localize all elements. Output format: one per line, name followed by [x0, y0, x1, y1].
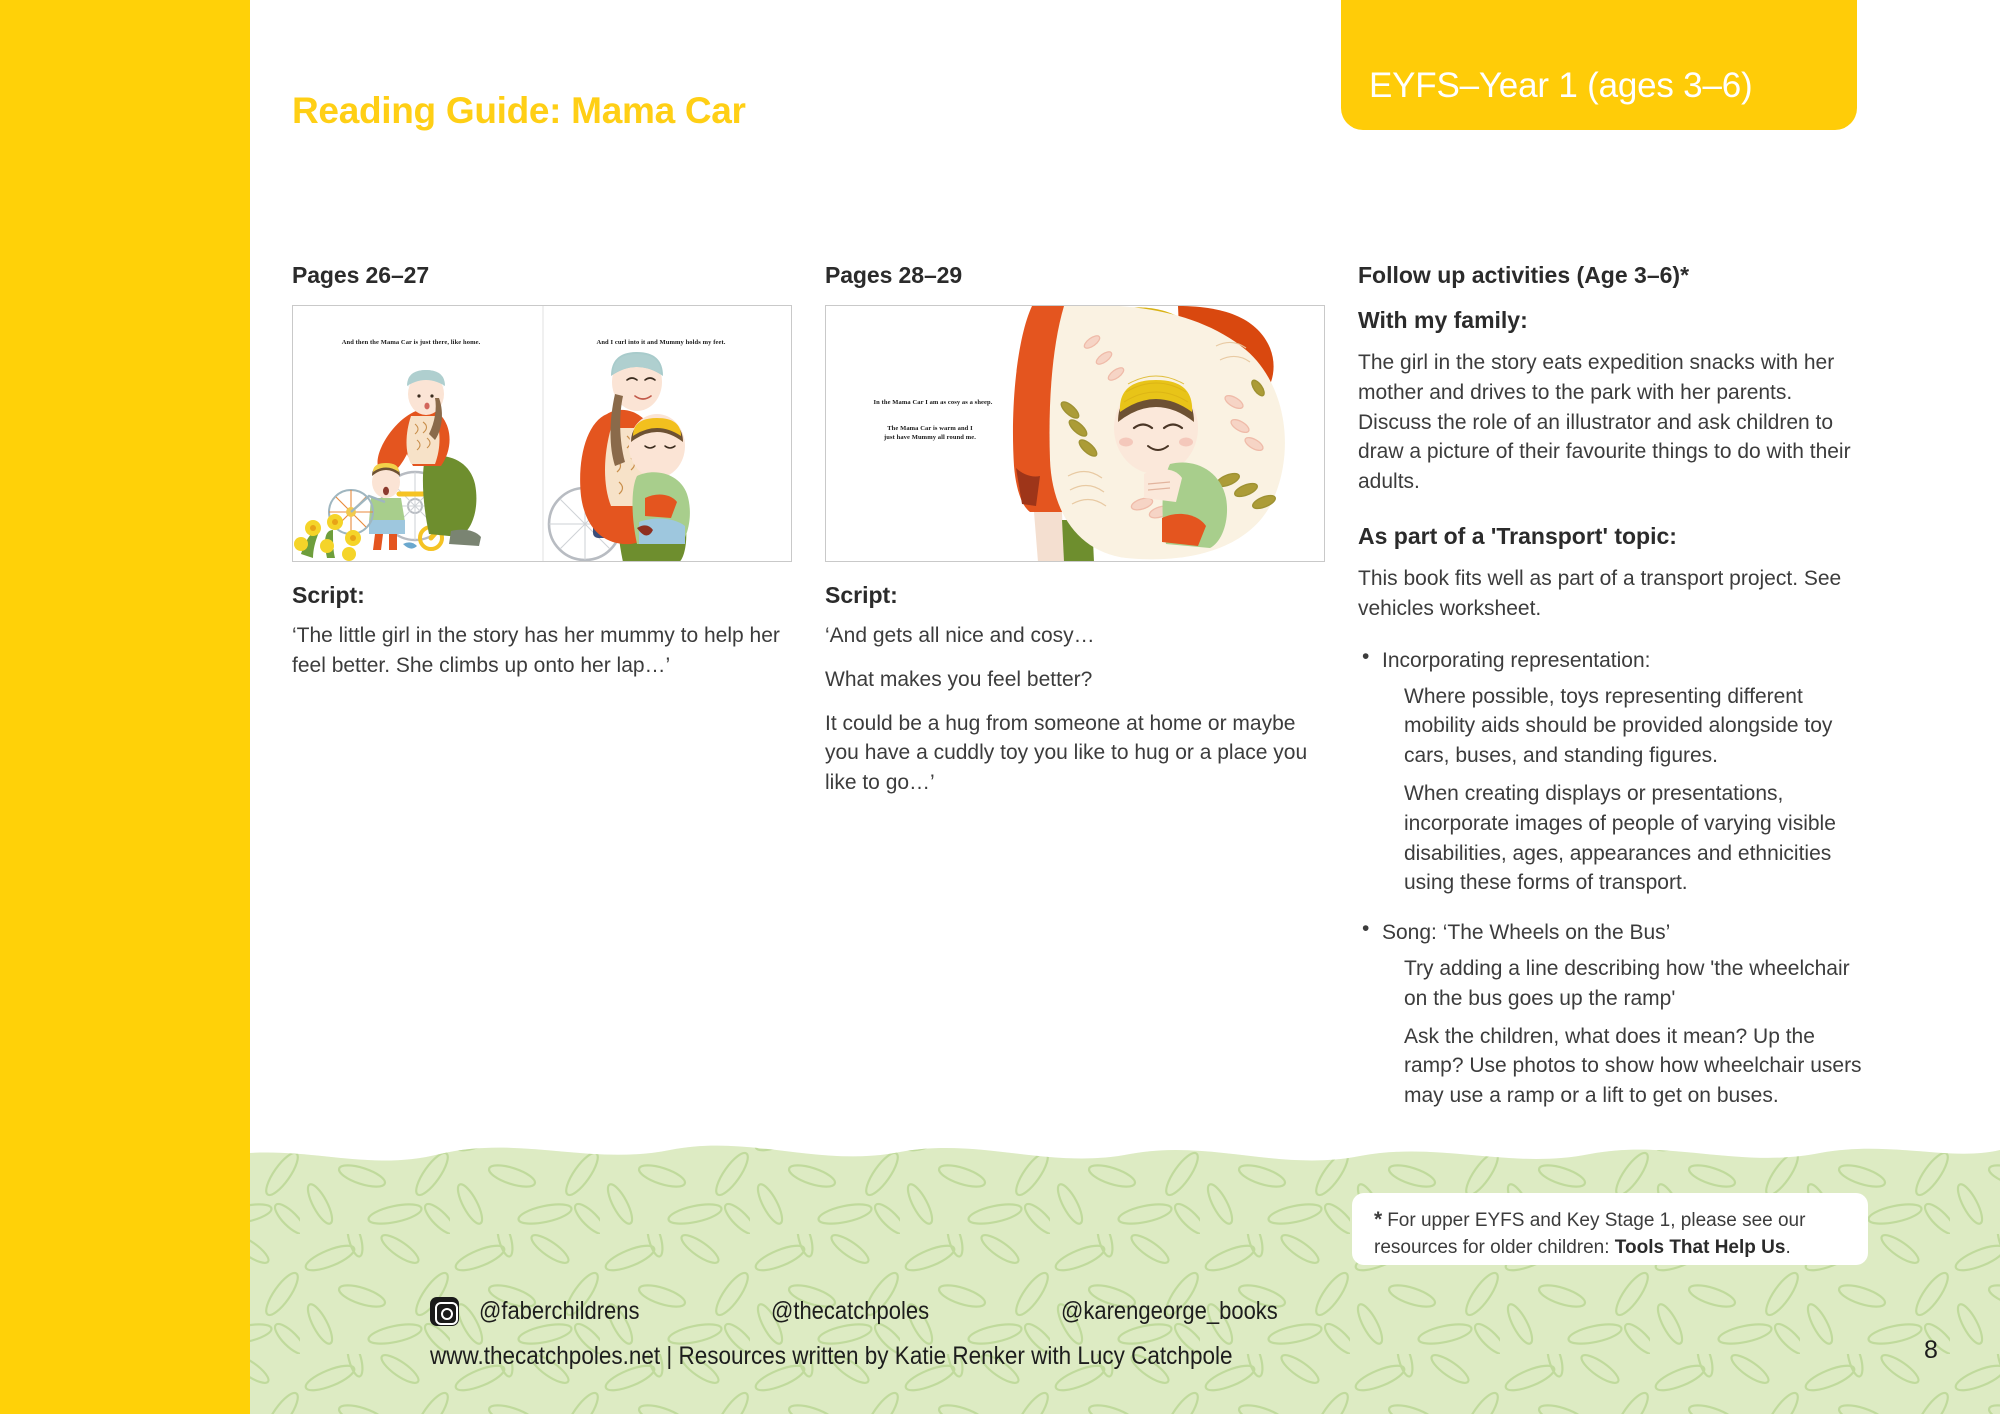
bullet-title: • Song: ‘The Wheels on the Bus’	[1382, 921, 1671, 945]
follow-up-heading: Follow up activities (Age 3–6)*	[1358, 262, 1690, 288]
spread-caption-left: And then the Mama Car is just there, like home.	[341, 339, 481, 346]
spread-caption-right: The Mama Car is warm and I just have Mummy all round me.	[884, 425, 976, 442]
script-paragraph: It could be a hug from someone at home or maybe you have a cuddly toy you like to hug or a place you like to go…’	[825, 711, 1308, 795]
footer-credit-line: www.thecatchpoles.net | Resources written by Katie Renker with Lucy Catchpole	[430, 1342, 1233, 1370]
spread-caption-left: In the Mama Car I am as cosy as a sheep.	[873, 399, 993, 406]
page-number: 8	[1924, 1336, 1938, 1364]
bullet-detail: Try adding a line describing how 'the wheelchair on the bus goes up the ramp'	[1404, 957, 1850, 1010]
script-paragraph: What makes you feel better?	[825, 667, 1093, 691]
script-label-middle: Script:	[825, 582, 898, 608]
column-follow-up-activities	[1358, 262, 1863, 1131]
page-title: Reading Guide: Mama Car	[292, 90, 746, 131]
left-accent-bar	[0, 0, 250, 1414]
with-my-family-text: The girl in the story eats expedition snacks with her mother and drives to the park with her parents. Discuss the role of an illustrator and ask children to draw a picture of their favourite things to do with their adults.	[1358, 351, 1851, 494]
handle-karengeorge-books[interactable]: @karengeorge_books	[1061, 1297, 1278, 1325]
column-pages-28-29	[825, 262, 1325, 798]
book-spread-image-middle	[825, 305, 1325, 562]
script-paragraph: ‘The little girl in the story has her mummy to help her feel better. She climbs up onto her lap…’	[292, 624, 780, 677]
list-item	[1358, 646, 1863, 899]
instagram-icon[interactable]	[430, 1297, 459, 1326]
with-my-family-heading: With my family:	[1358, 307, 1528, 333]
script-label-left: Script:	[292, 582, 365, 608]
pages-label-left: Pages 26–27	[292, 262, 430, 288]
age-range-badge	[1341, 0, 1857, 130]
book-spread-image-left	[292, 305, 792, 562]
footer-social-row	[430, 1297, 1307, 1326]
bullet-detail: Ask the children, what does it mean? Up the ramp? Use photos to show how wheelchair users may use a ramp or a lift to get on buses.	[1404, 1024, 1862, 1108]
transport-topic-heading: As part of a 'Transport' topic:	[1358, 523, 1677, 550]
transport-bullet-list	[1358, 646, 1863, 1111]
script-paragraph: ‘And gets all nice and cosy…	[825, 624, 1095, 647]
column-pages-26-27	[292, 262, 792, 681]
transport-topic-text: This book fits well as part of a transport project. See vehicles worksheet.	[1358, 567, 1842, 620]
age-range-label: EYFS–Year 1 (ages 3–6)	[1369, 66, 1753, 105]
footnote-asterisk: *	[1374, 1208, 1383, 1231]
footnote-card	[1352, 1193, 1868, 1265]
handle-thecatchpoles[interactable]: @thecatchpoles	[771, 1297, 930, 1325]
bullet-title: • Incorporating representation:	[1382, 648, 1651, 672]
footnote-body: For upper EYFS and Key Stage 1, please see our resources for older children:	[1374, 1210, 1806, 1258]
spread-caption-right: And I curl into it and Mummy holds my feet.	[596, 339, 726, 346]
pages-label-middle: Pages 28–29	[825, 262, 963, 288]
handle-faberchildrens[interactable]: @faberchildrens	[479, 1297, 640, 1325]
list-item	[1358, 918, 1863, 1111]
footnote-period: .	[1785, 1236, 1791, 1258]
bullet-detail: When creating displays or presentations, incorporate images of people of varying visible disabilities, ages, appearances and ethnicities using these forms of transport.	[1404, 781, 1836, 895]
bullet-detail: Where possible, toys representing different mobility aids should be provided alongside toy cars, buses, and standing figures.	[1404, 684, 1833, 768]
footnote-text	[1374, 1205, 1846, 1261]
tools-that-help-us-link[interactable]: Tools That Help Us	[1614, 1236, 1786, 1258]
